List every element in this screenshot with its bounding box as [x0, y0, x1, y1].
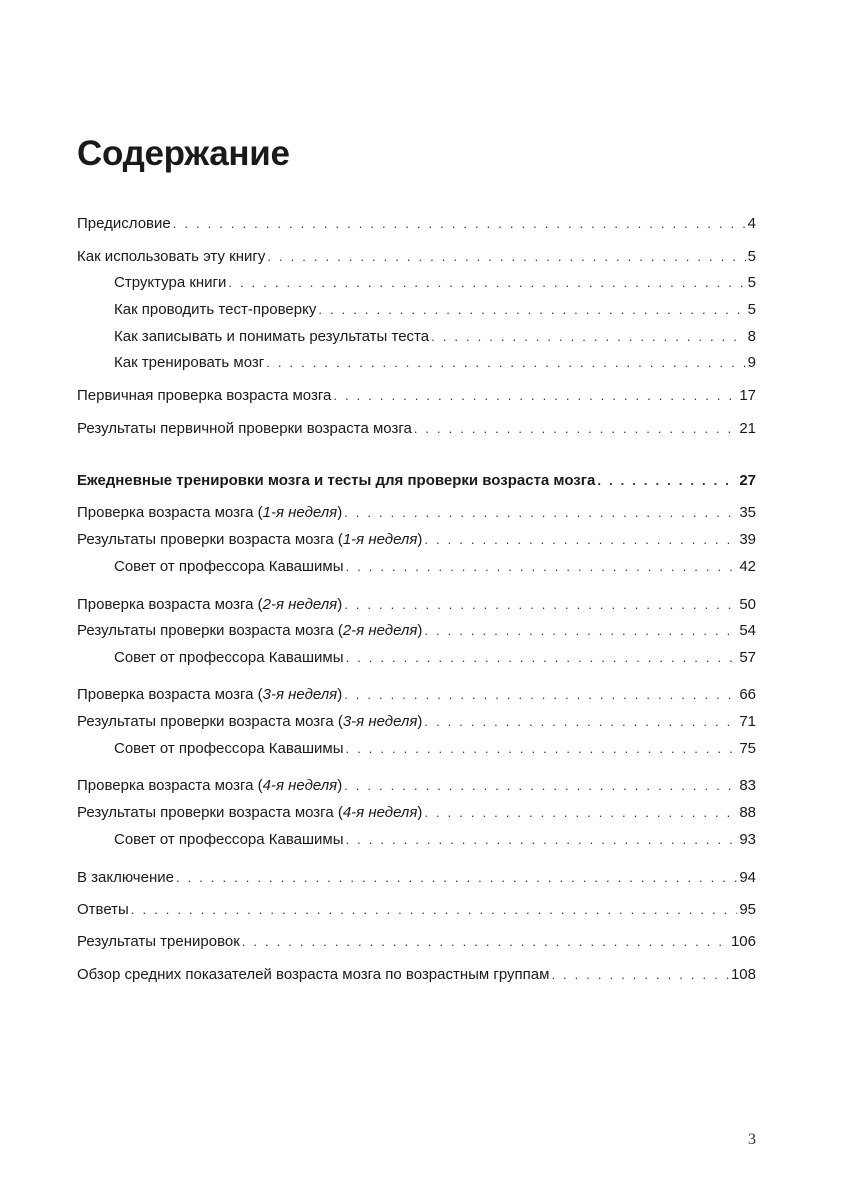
toc-entry-check-week-2[interactable] [77, 595, 756, 615]
toc-entry-label: Совет от профессора Кавашимы [114, 740, 344, 757]
toc-page-number: 50 [739, 596, 756, 613]
toc-entry-label: Результаты тренировок [77, 933, 240, 950]
toc-entry-check-week-4[interactable] [77, 776, 756, 796]
toc-entry-record-results[interactable] [114, 327, 756, 347]
toc-page-number: 9 [747, 354, 756, 371]
toc-entry-results-week-2[interactable] [77, 621, 756, 641]
toc-entry-label: Обзор средних показателей возраста мозга по возрастным группам [77, 966, 550, 983]
dot-leader [344, 685, 737, 705]
toc-entry-label: Ежедневные тренировки мозга и тесты для проверки возраста мозга [77, 472, 596, 489]
page-title: Содержание [77, 134, 290, 173]
toc-page-number: 21 [739, 420, 756, 437]
dot-leader [318, 300, 745, 320]
dot-leader [266, 353, 745, 373]
toc-page-number: 5 [747, 274, 756, 291]
toc-entry-label: Совет от профессора Кавашимы [114, 649, 344, 666]
toc-entry-label: Совет от профессора Кавашимы [114, 831, 344, 848]
toc-entry-check-week-3[interactable] [77, 685, 756, 705]
toc-entry-label: Проверка возраста мозга (3-я неделя) [77, 686, 343, 703]
toc-page-number: 71 [739, 713, 756, 730]
dot-leader [344, 503, 737, 523]
toc-entry-check-week-1[interactable] [77, 503, 756, 523]
toc-entry-book-structure[interactable] [114, 273, 756, 293]
toc-page-number: 17 [739, 387, 756, 404]
toc-entry-label: Проверка возраста мозга (4-я неделя) [77, 777, 343, 794]
toc-entry-label: Как записывать и понимать результаты теста [114, 328, 430, 345]
dot-leader [424, 621, 737, 641]
toc-entry-label: Проверка возраста мозга (1-я неделя) [77, 504, 343, 521]
toc-page-number: 54 [739, 622, 756, 639]
toc-page-number: 88 [739, 804, 756, 821]
toc-entry-advice-week-2[interactable] [114, 648, 756, 668]
toc-entry-answers[interactable] [77, 900, 756, 920]
toc-entry-label: В заключение [77, 869, 174, 886]
dot-leader [131, 900, 737, 920]
toc-entry-results-week-1[interactable] [77, 530, 756, 550]
dot-leader [346, 739, 738, 759]
dot-leader [346, 830, 738, 850]
toc-page-number: 93 [739, 831, 756, 848]
toc-entry-label: Первичная проверка возраста мозга [77, 387, 332, 404]
toc-page-number: 39 [739, 531, 756, 548]
toc-entry-daily-trainings[interactable] [77, 471, 756, 491]
toc-entry-advice-week-1[interactable] [114, 557, 756, 577]
toc-entry-how-to-test[interactable] [114, 300, 756, 320]
toc-entry-label: Совет от профессора Кавашимы [114, 558, 344, 575]
dot-leader [424, 712, 737, 732]
toc-entry-preface[interactable] [77, 214, 756, 234]
toc-page-number: 106 [730, 933, 756, 950]
toc-page-number: 108 [730, 966, 756, 983]
toc-entry-how-to-use[interactable] [77, 247, 756, 267]
dot-leader [597, 471, 737, 491]
toc-entry-initial-check[interactable] [77, 386, 756, 406]
toc-entry-label: Ответы [77, 901, 129, 918]
toc-entry-label: Структура книги [114, 274, 227, 291]
dot-leader [176, 868, 737, 888]
toc-entry-training-results[interactable] [77, 932, 756, 952]
dot-leader [551, 965, 729, 985]
dot-leader [346, 557, 738, 577]
dot-leader [431, 327, 746, 347]
toc-entry-how-to-train[interactable] [114, 353, 756, 373]
toc-page-number: 8 [747, 328, 756, 345]
dot-leader [344, 595, 737, 615]
toc-entry-label: Как тренировать мозг [114, 354, 265, 371]
toc-entry-label: Результаты проверки возраста мозга (3-я неделя) [77, 713, 423, 730]
toc-entry-results-week-4[interactable] [77, 803, 756, 823]
toc-entry-advice-week-3[interactable] [114, 739, 756, 759]
dot-leader [344, 776, 737, 796]
toc-entry-conclusion[interactable] [77, 868, 756, 888]
toc-entry-label: Результаты проверки возраста мозга (4-я неделя) [77, 804, 423, 821]
toc-page-number: 57 [739, 649, 756, 666]
dot-leader [267, 247, 745, 267]
toc-page-number: 83 [739, 777, 756, 794]
toc-entry-label: Как использовать эту книгу [77, 248, 266, 265]
toc-page-number: 35 [739, 504, 756, 521]
dot-leader [424, 803, 737, 823]
dot-leader [242, 932, 729, 952]
dot-leader [346, 648, 738, 668]
toc-page-number: 95 [739, 901, 756, 918]
toc-entry-label: Предисловие [77, 215, 171, 232]
toc-page-number: 27 [739, 472, 756, 489]
toc-page-number: 5 [747, 301, 756, 318]
dot-leader [424, 530, 737, 550]
toc-entry-label: Результаты проверки возраста мозга (1-я неделя) [77, 531, 423, 548]
toc-page-number: 5 [747, 248, 756, 265]
toc-page-number: 66 [739, 686, 756, 703]
toc-page-number: 42 [739, 558, 756, 575]
toc-entry-label: Результаты первичной проверки возраста мозга [77, 420, 412, 437]
toc-entry-advice-week-4[interactable] [114, 830, 756, 850]
page-number: 3 [748, 1131, 756, 1148]
toc-entry-initial-results[interactable] [77, 419, 756, 439]
toc-page-number: 75 [739, 740, 756, 757]
toc-entry-label: Проверка возраста мозга (2-я неделя) [77, 596, 343, 613]
dot-leader [228, 273, 745, 293]
toc-page-number: 4 [747, 215, 756, 232]
toc-page-number: 94 [739, 869, 756, 886]
toc-entry-label: Результаты проверки возраста мозга (2-я неделя) [77, 622, 423, 639]
dot-leader [414, 419, 738, 439]
dot-leader [173, 214, 746, 234]
toc-entry-average-overview[interactable] [77, 965, 756, 985]
dot-leader [333, 386, 737, 406]
toc-entry-label: Как проводить тест-проверку [114, 301, 317, 318]
toc-entry-results-week-3[interactable] [77, 712, 756, 732]
